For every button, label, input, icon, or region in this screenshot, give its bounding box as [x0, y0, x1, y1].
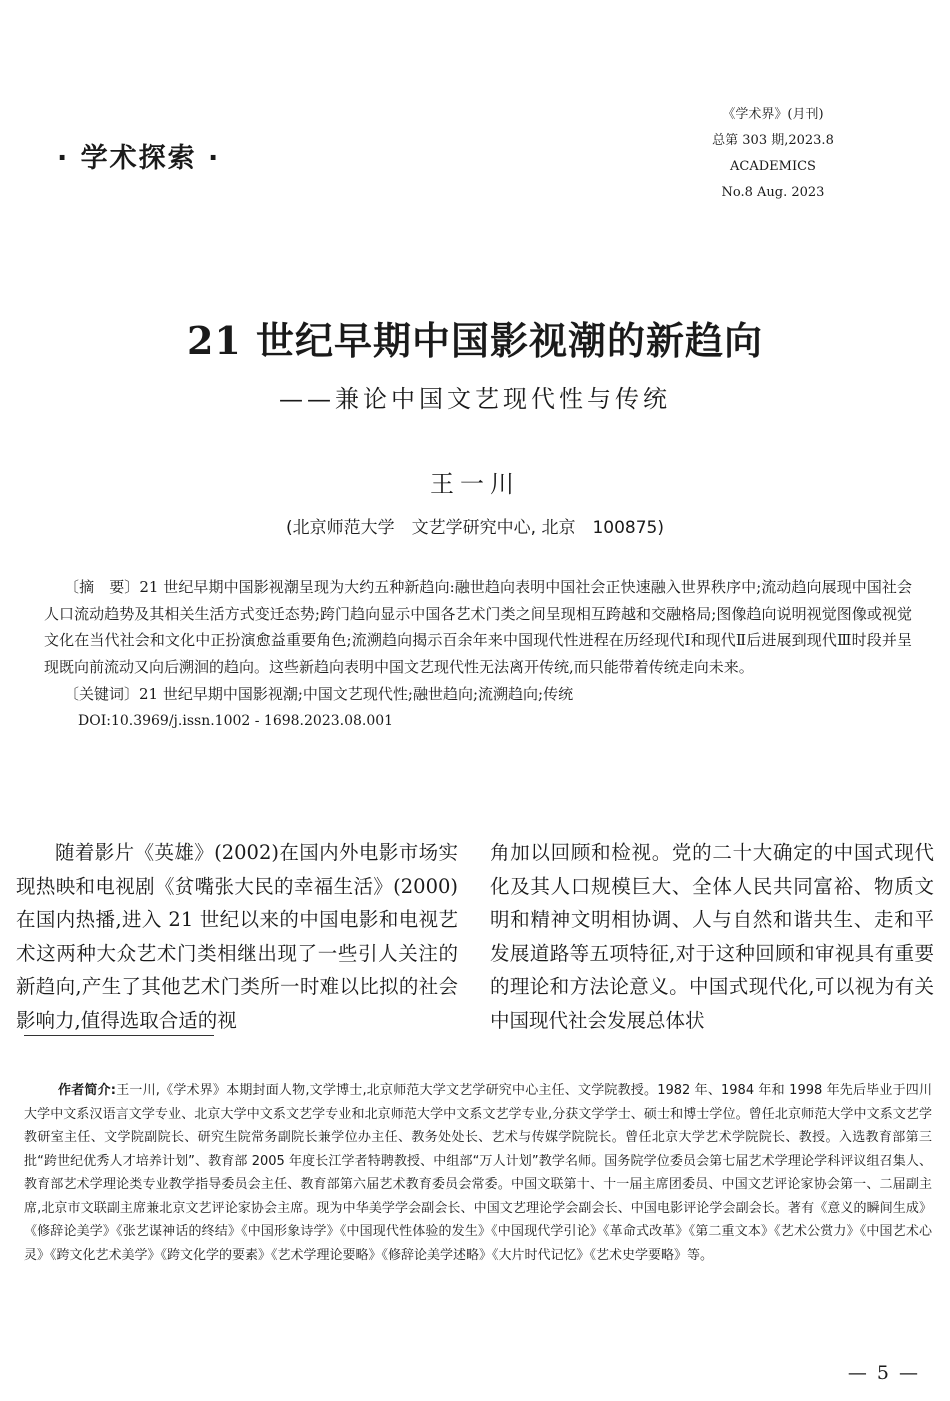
abstract	[44, 574, 912, 681]
issue-cn: 总第 303 期,2023.8	[712, 133, 834, 148]
article-subtitle: ——兼论中国文艺现代性与传统	[279, 385, 671, 413]
footnote-paragraph	[24, 1079, 932, 1267]
author-footnote	[24, 1079, 932, 1267]
footnote-label: 作者简介:	[58, 1083, 116, 1098]
footnote-text: 王一川,《学术界》本期封面人物,文学博士,北京师范大学文艺学研究中心主任、文学院教授。1982 年、1984 年和 1998 年先后毕业于四川大学中文系汉语言文学专业、北京大学中文系文艺学专业和北京师范大学中文系文艺学专业,分获文学学士、硕士和博士学位。曾任北京师范大学中文系文艺学教研室主任、文学院副院长、研究生院常务副院长兼学位办主任、教务处处长、艺术与传媒学院院长。曾任北京大学艺术学院院长、教授。入选教育部第三批“跨世纪优秀人才培养计划”、教育部 2005 年度长江学者特聘教授、中组部“万人计划”教学名师。国务院学位委员会第七届艺术学理论学科评议组召集人、教育部艺术学理论类专业教学指导委员会主任、教育部第六届艺术教育委员会常委。中国文联第十、十一届主席团委员、中国文艺评论家协会第一、二届副主席,北京市文联副主席兼北京文艺评论家协会主席。现为中华美学学会副会长、中国文艺理论学会副会长、中国电影评论学会副会长。著有《意义的瞬间生成》《修辞论美学》《张艺谋神话的终结》《中国形象诗学》《中国现代性体验的发生》《中国现代学引论》《革命式改革》《第二重文本》《艺术公赏力》《中国艺术心灵》《跨文化艺术美学》《跨文化学的要素》《艺术学理论要略》《修辞论美学述略》《大片时代记忆》《艺术史学要略》等。	[24, 1083, 932, 1263]
abstract-text: 21 世纪早期中国影视潮呈现为大约五种新趋向:融世趋向表明中国社会正快速融入世界秩序中;流动趋向展现中国社会人口流动趋势及其相关生活方式变迁态势;跨门趋向显示中国各艺术门类之间呈现相互跨越和交融格局;图像趋向说明视觉图像或视觉文化在当代社会和文化中正扮演愈益重要角色;流溯趋向揭示百余年来中国现代性进程在历经现代Ⅰ和现代Ⅱ后进展到现代Ⅲ时段并呈现既向前流动又向后溯洄的趋向。这些新趋向表明中国文艺现代性无法离开传统,而只能带着传统走向未来。	[44, 578, 912, 677]
keywords-text: 21 世纪早期中国影视潮;中国文艺现代性;融世趋向;流溯趋向;传统	[139, 684, 574, 703]
author-affiliation: (北京师范大学 文艺学研究中心, 北京 100875)	[286, 518, 664, 538]
keywords-label: 〔关键词〕	[64, 684, 140, 703]
journal-title: 《学术界》(月刊)	[722, 107, 824, 122]
body-left-column	[16, 836, 458, 1037]
body-paragraph: 随着影片《英雄》(2002)在国内外电影市场实现热映和电视剧《贫嘴张大民的幸福生活》(2000)在国内热播,进入 21 世纪以来的中国电影和电视艺术这两种大众艺术门类相继出现了一些引人关注的新趋向,产生了其他艺术门类所一时难以比拟的社会影响力,值得选取合适的视	[16, 841, 458, 1032]
abstract-label: 〔摘 要〕	[64, 578, 140, 596]
issue-en: No.8 Aug. 2023	[721, 185, 825, 200]
page-number: — 5 —	[847, 1362, 920, 1384]
doi: DOI:10.3969/j.issn.1002 - 1698.2023.08.001	[78, 712, 394, 729]
journal-info	[653, 102, 893, 206]
footnote-divider	[24, 1035, 214, 1036]
keywords	[44, 681, 912, 708]
article-title: 21 世纪早期中国影视潮的新趋向	[186, 318, 764, 363]
body-right-column	[490, 836, 934, 1037]
body-paragraph-continued: 角加以回顾和检视。党的二十大确定的中国式现代化及其人口规模巨大、全体人民共同富裕、物质文明和精神文明相协调、人与自然和谐共生、走和平发展道路等五项特征,对于这种回顾和审视具有重要的理论和方法论意义。中国式现代化,可以视为有关中国现代社会发展总体状	[490, 841, 934, 1032]
author-name: 王一川	[430, 470, 520, 498]
column-tag: · 学术探索 ·	[57, 143, 221, 174]
journal-en: ACADEMICS	[730, 159, 816, 174]
abstract-block	[44, 574, 912, 734]
